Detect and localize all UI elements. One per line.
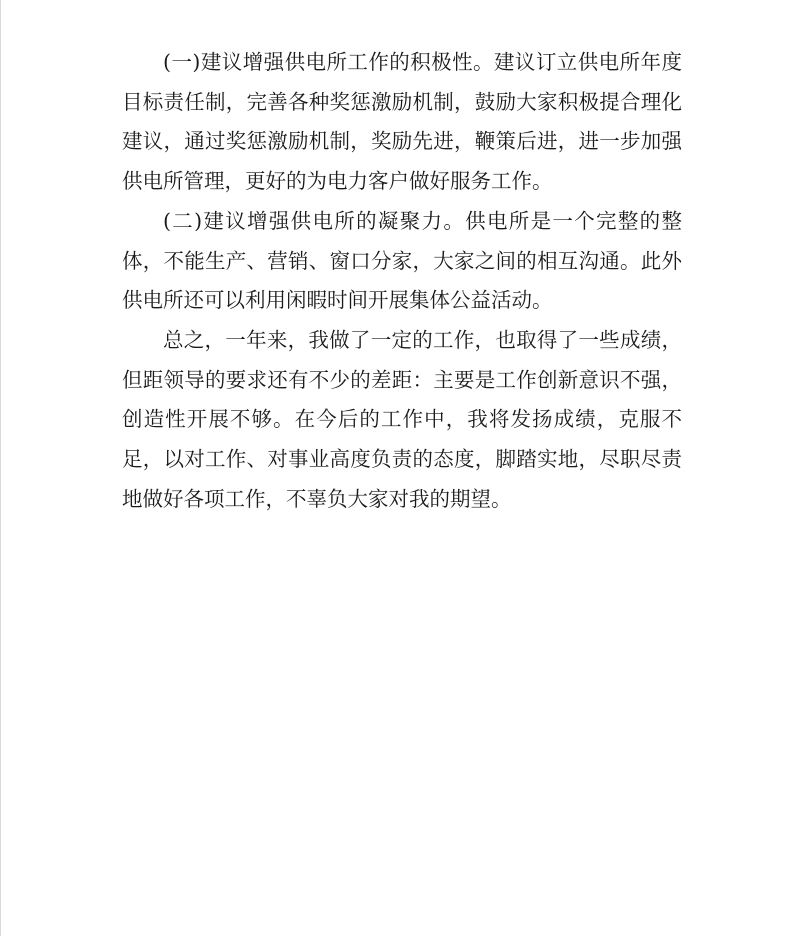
- paragraph-suggestion-2: (二)建议增强供电所的凝聚力。供电所是一个完整的整体，不能生产、营销、窗口分家，大家之间的相互沟通。此外供电所还可以利用闲暇时间开展集体公益活动。: [122, 208, 682, 313]
- paragraph-summary: 总之，一年来，我做了一定的工作，也取得了一些成绩，但距领导的要求还有不少的差距：主要是工作创新意识不强，创造性开展不够。在今后的工作中，我将发扬成绩，克服不足，以对工作、对事业高度负责的态度，脚踏实地，尽职尽责地做好各项工作，不辜负大家对我的期望。: [122, 327, 682, 511]
- paragraph-suggestion-1: (一)建议增强供电所工作的积极性。建议订立供电所年度目标责任制，完善各种奖惩激励机制，鼓励大家积极提合理化建议，通过奖惩激励机制，奖励先进，鞭策后进，进一步加强供电所管理，更好的为电力客户做好服务工作。: [122, 50, 682, 194]
- document-body: [122, 43, 682, 519]
